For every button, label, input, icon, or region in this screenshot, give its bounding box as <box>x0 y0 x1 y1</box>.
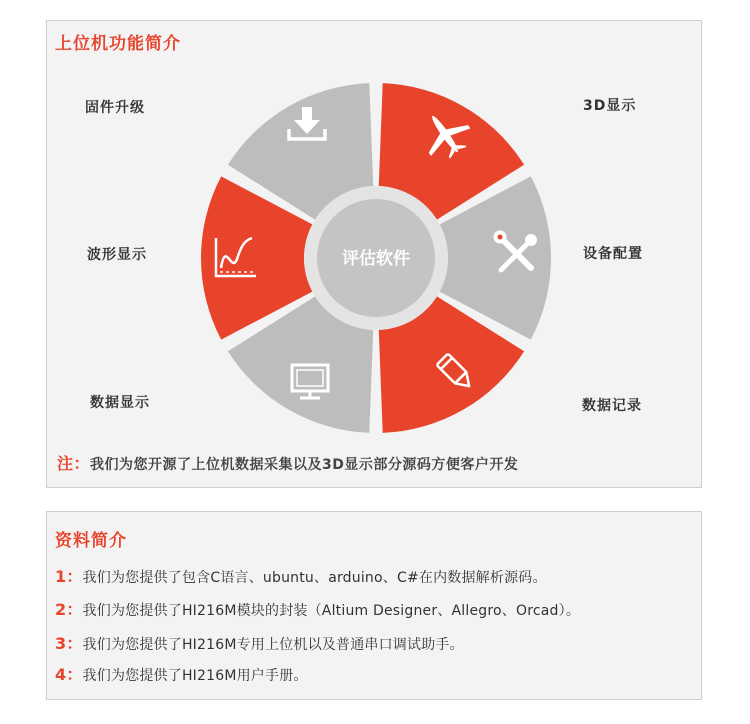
source-note <box>57 451 518 474</box>
list-item <box>55 631 464 654</box>
item-number: 2： <box>55 600 83 619</box>
label-data-log: 数据记录 <box>582 398 642 414</box>
item-text: 我们为您提供了HI216M专用上位机以及普通串口调试助手。 <box>82 637 464 653</box>
item-number: 3： <box>55 634 83 653</box>
label-3d-display: 3D显示 <box>583 98 637 114</box>
list-item <box>55 564 547 587</box>
label-firmware-upgrade: 固件升级 <box>85 100 145 116</box>
label-data-display: 数据显示 <box>90 395 150 411</box>
center-label: 评估软件 <box>342 249 410 269</box>
docs-intro-panel <box>46 511 702 700</box>
item-number: 1： <box>55 567 83 586</box>
list-item <box>55 662 308 685</box>
item-text: 我们为您提供了HI216M模块的封装（Altium Designer、Allegro、Orcad）。 <box>82 603 581 619</box>
label-device-config: 设备配置 <box>583 246 643 262</box>
feature-ring <box>47 21 701 487</box>
docs-intro-title: 资料简介 <box>55 531 127 551</box>
note-prefix: 注： <box>57 454 91 473</box>
software-intro-title: 上位机功能简介 <box>55 34 181 54</box>
note-text: 我们为您开源了上位机数据采集以及3D显示部分源码方便客户开发 <box>90 457 519 473</box>
item-text: 我们为您提供了HI216M用户手册。 <box>82 668 308 684</box>
software-intro-panel <box>46 20 702 488</box>
label-waveform-display: 波形显示 <box>87 247 147 263</box>
item-text: 我们为您提供了包含C语言、ubuntu、arduino、C#在内数据解析源码。 <box>82 570 547 586</box>
list-item <box>55 597 580 620</box>
item-number: 4： <box>55 665 83 684</box>
